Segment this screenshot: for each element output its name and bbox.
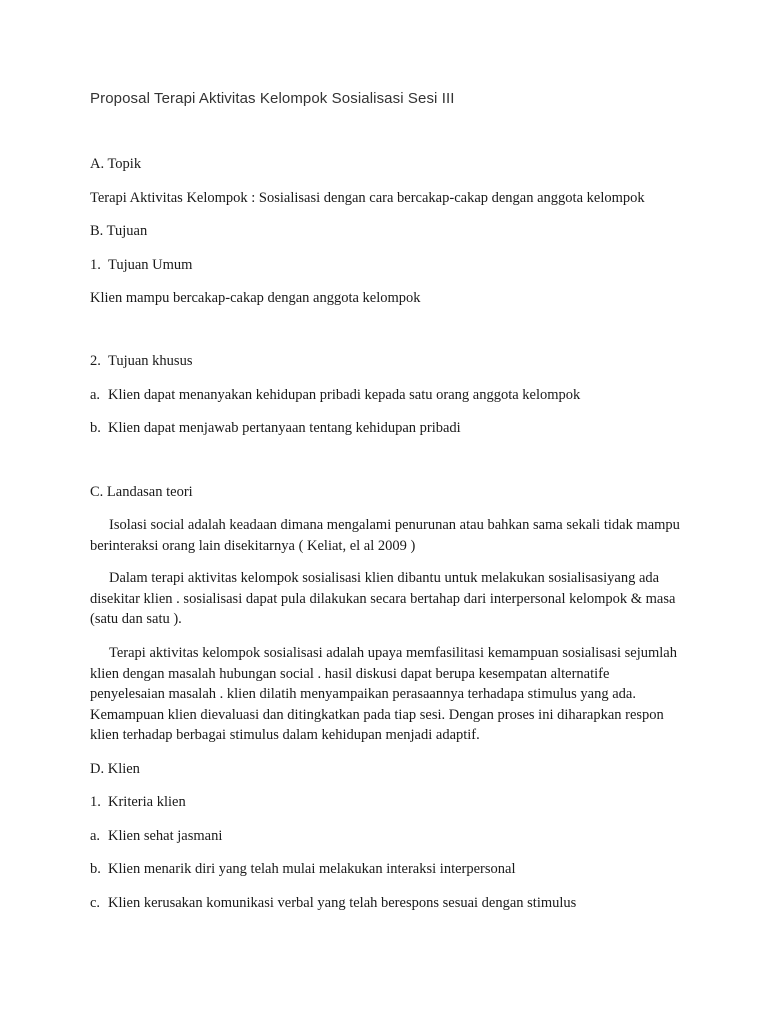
list-item [90, 826, 222, 846]
paragraph: Isolasi social adalah keadaan dimana mengalami penurunan atau bahkan sama sekali tidak mampu berinteraksi orang lain disekitarnya ( Keliat, el al 2009 ) [90, 517, 680, 554]
list-item-text: Klien sehat jasmani [108, 828, 223, 844]
specific-goal-heading [90, 351, 192, 371]
list-label: Tujuan Umum [108, 257, 193, 273]
paragraph: Dalam terapi aktivitas kelompok sosialisasi klien dibantu untuk melakukan sosialisasiyang ada disekitar klien . sosialisasi dapat pula dilakukan secara bertahap dari interpersonal kelompok & masa (satu dan satu ). [90, 570, 676, 627]
list-item [90, 418, 461, 438]
list-item-text: Klien kerusakan komunikasi verbal yang telah berespons sesuai dengan stimulus [108, 895, 577, 911]
general-goal-text: Klien mampu bercakap-cakap dengan anggota kelompok [90, 290, 421, 306]
document-title: Proposal Terapi Aktivitas Kelompok Sosialisasi Sesi III [90, 90, 455, 107]
section-a-heading: A. Topik [90, 156, 142, 172]
paragraph: Terapi aktivitas kelompok sosialisasi adalah upaya memfasilitasi kemampuan sosialisasi sejumlah klien dengan masalah hubungan social . hasil diskusi dapat berupa kesempatan alternatife penyelesaian masalah . klien dilatih menyampaikan perasaannya terhadapa stimulus yang ada. Kemampuan klien dievaluasi dan ditingkatkan pada tiap sesi. Dengan proses ini diharapkan respon klien terhadap berbagai stimulus dalam kehidupan menjadi adaptif. [90, 645, 677, 743]
list-item-text: Klien menarik diri yang telah mulai melakukan interaksi interpersonal [108, 861, 516, 877]
criteria-heading [90, 792, 186, 812]
list-number: 1. [90, 257, 101, 273]
list-item-text: Klien dapat menjawab pertanyaan tentang kehidupan pribadi [108, 420, 461, 436]
section-b-heading: B. Tujuan [90, 223, 148, 239]
list-marker: b. [90, 861, 101, 877]
list-number: 1. [90, 794, 101, 810]
list-marker: b. [90, 420, 101, 436]
general-goal-heading [90, 255, 192, 275]
section-c-heading: C. Landasan teori [90, 484, 193, 500]
list-label: Tujuan khusus [108, 353, 193, 369]
list-marker: a. [90, 828, 101, 844]
section-a-text: Terapi Aktivitas Kelompok : Sosialisasi dengan cara bercakap-cakap dengan anggota kelompok [90, 190, 645, 206]
section-d-heading: D. Klien [90, 761, 140, 777]
list-item [90, 859, 515, 879]
list-marker: c. [90, 895, 101, 911]
list-number: 2. [90, 353, 101, 369]
list-item [90, 385, 580, 405]
list-item-text: Klien dapat menanyakan kehidupan pribadi kepada satu orang anggota kelompok [108, 387, 581, 403]
list-label: Kriteria klien [108, 794, 186, 810]
list-item [90, 893, 576, 913]
list-marker: a. [90, 387, 101, 403]
